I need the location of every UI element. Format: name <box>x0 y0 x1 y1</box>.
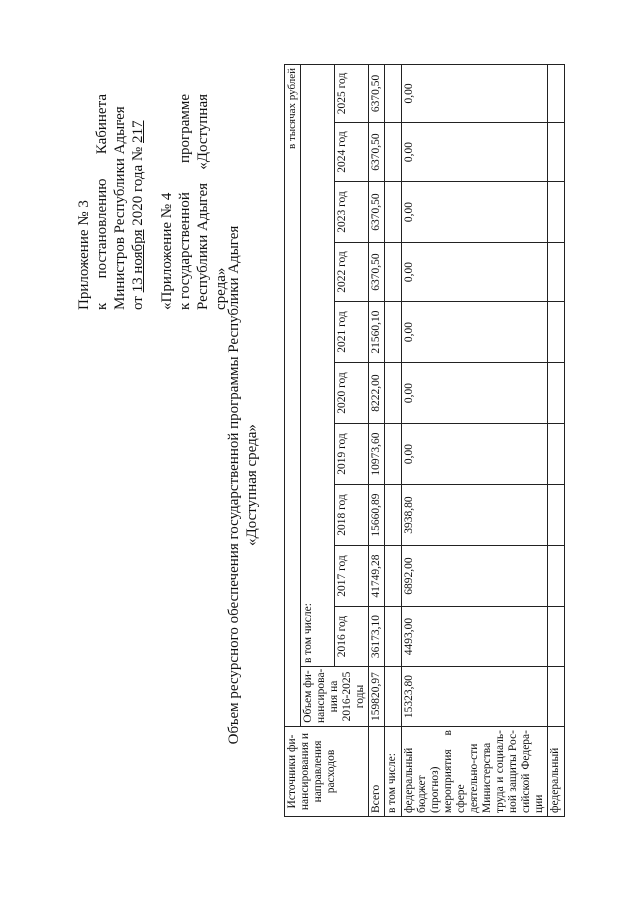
row-label: федеральный <box>548 727 565 817</box>
cell: 0,00 <box>402 182 548 243</box>
cell <box>385 123 402 182</box>
appendix-word-k: к <box>94 302 110 310</box>
annex-line2 <box>176 94 194 310</box>
appendix-line4 <box>129 94 147 310</box>
document-title <box>225 165 261 805</box>
cell <box>548 607 565 667</box>
appendix-from: от <box>130 296 146 310</box>
cell: 0,00 <box>402 302 548 363</box>
cell: 0,00 <box>402 64 548 122</box>
cell: 10973,60 <box>369 424 385 485</box>
year-2022: 2022 год <box>335 243 369 302</box>
year-2019: 2019 год <box>335 424 369 485</box>
cell <box>385 546 402 607</box>
row-label: Всего <box>369 727 385 817</box>
cell <box>548 182 565 243</box>
appendix-line2 <box>93 94 111 310</box>
row-total: 159820,97 <box>369 667 385 727</box>
cell: 36173,10 <box>369 607 385 667</box>
cell: 4493,00 <box>402 607 548 667</box>
annex-header <box>158 94 230 310</box>
appendix-word-cabinet: Кабинета <box>94 94 110 155</box>
cell: 6892,00 <box>402 546 548 607</box>
year-2016: 2016 год <box>335 607 369 667</box>
cell: 6370,50 <box>369 243 385 302</box>
appendix-year-no: 2020 года № <box>130 146 146 226</box>
cell <box>548 546 565 607</box>
cell: 0,00 <box>402 363 548 424</box>
header-including: в том числе: <box>301 64 335 666</box>
header-total: Объем фи-нансирова-ния на 2016-2025 годы <box>301 667 369 727</box>
cell: 6370,50 <box>369 64 385 122</box>
annex-line1: «Приложение № 4 <box>159 192 175 310</box>
table-row <box>385 64 402 816</box>
row-label: федеральный бюджет (прогноз) мероприятия в сфере деятельно-сти Министерства труда и социаль-ной защиты Рос-сийской Федера-ции <box>402 727 548 817</box>
cell: 0,00 <box>402 243 548 302</box>
annex-line4: среда» <box>213 267 229 310</box>
appendix-number: 217 <box>130 120 146 143</box>
cell <box>548 424 565 485</box>
units-caption: в тысячах рублей <box>285 64 301 726</box>
row-total <box>385 667 402 727</box>
year-2024: 2024 год <box>335 123 369 182</box>
row-total <box>548 667 565 727</box>
table-row <box>402 64 548 816</box>
year-2025: 2025 год <box>335 64 369 122</box>
title-line1: Объем ресурсного обеспечения государственной программы Республики Адыгея <box>226 225 242 745</box>
cell: 8222,00 <box>369 363 385 424</box>
cell <box>548 243 565 302</box>
annex-line2-a: к государственной <box>177 192 193 310</box>
table-row <box>369 64 385 816</box>
cell <box>548 123 565 182</box>
cell: 3938,80 <box>402 485 548 546</box>
table-row <box>548 64 565 816</box>
cell <box>385 424 402 485</box>
annex-line3 <box>194 94 212 310</box>
cell: 6370,50 <box>369 182 385 243</box>
cell <box>385 182 402 243</box>
annex-line3-b: «Доступная <box>195 94 211 170</box>
cell <box>548 64 565 122</box>
cell: 21560,10 <box>369 302 385 363</box>
cell: 0,00 <box>402 424 548 485</box>
cell <box>385 243 402 302</box>
title-line2: «Доступная среда» <box>244 424 260 546</box>
appendix-date: 13 ноября <box>130 229 146 293</box>
header-source: Источники фи-нансирования и направления расходов <box>285 727 369 817</box>
appendix-header <box>75 94 147 310</box>
cell <box>548 363 565 424</box>
year-2018: 2018 год <box>335 485 369 546</box>
annex-line3-a: Республики Адыгея <box>195 182 211 310</box>
cell <box>385 302 402 363</box>
cell: 6370,50 <box>369 123 385 182</box>
appendix-word-resolution: постановлению <box>94 178 110 279</box>
cell <box>548 485 565 546</box>
cell <box>385 363 402 424</box>
resource-table <box>284 64 565 817</box>
annex-line2-b: программе <box>177 94 193 163</box>
cell <box>385 64 402 122</box>
cell: 0,00 <box>402 123 548 182</box>
row-label: в том числе: <box>385 727 402 817</box>
cell <box>385 607 402 667</box>
year-2017: 2017 год <box>335 546 369 607</box>
cell <box>385 485 402 546</box>
year-2023: 2023 год <box>335 182 369 243</box>
cell <box>548 302 565 363</box>
appendix-line3: Министров Республики Адыгея <box>112 106 128 310</box>
year-2021: 2021 год <box>335 302 369 363</box>
row-total: 15323,80 <box>402 667 548 727</box>
cell: 41749,28 <box>369 546 385 607</box>
appendix-line1: Приложение № 3 <box>76 200 92 310</box>
year-2020: 2020 год <box>335 363 369 424</box>
cell: 15660,89 <box>369 485 385 546</box>
